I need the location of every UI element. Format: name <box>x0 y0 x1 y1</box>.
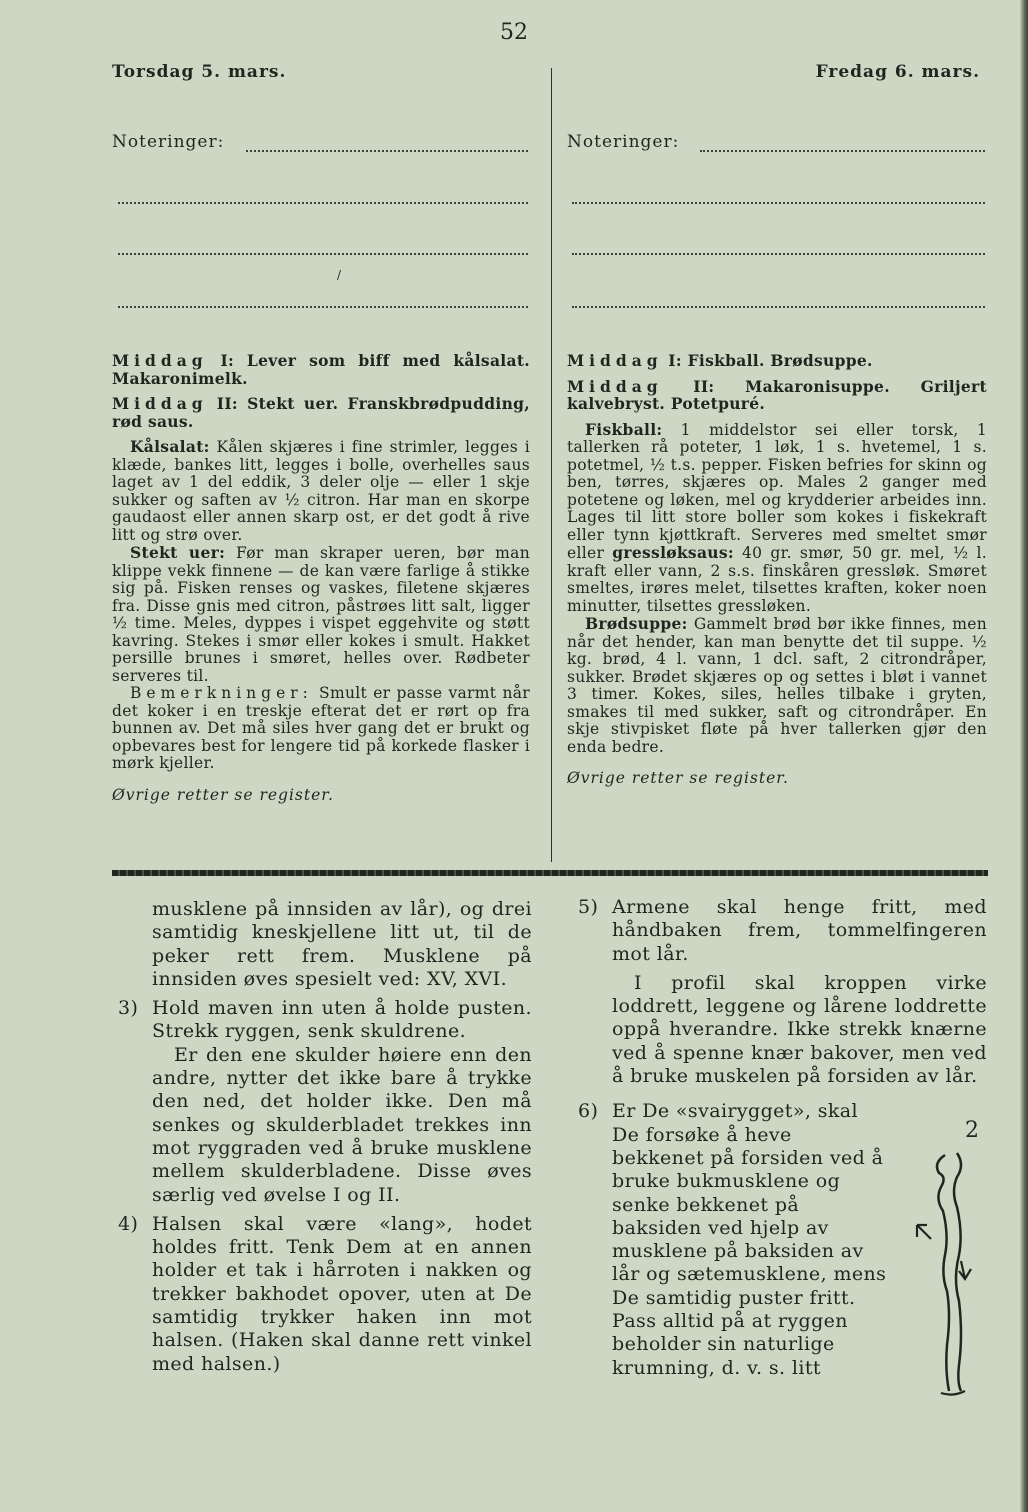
notes-label-right: Noteringer: <box>567 132 680 152</box>
notes-dotline <box>118 202 528 204</box>
exercise-item-5 <box>578 896 987 1088</box>
recipe-remarks <box>112 685 530 773</box>
notes-dotline <box>118 306 528 308</box>
recipe-label: Bemerkninger: <box>130 684 313 702</box>
dinner-1 <box>567 352 987 370</box>
posture-figure-illustration <box>905 1115 995 1400</box>
figure-label: 2 <box>965 1118 979 1143</box>
register-footer-left: Øvrige retter se register. <box>112 785 334 804</box>
page-number: 52 <box>500 20 528 45</box>
figure-foot-line <box>941 1391 965 1395</box>
recipe-fiskball <box>567 421 987 616</box>
recipe-label: Fiskball: <box>585 419 663 439</box>
recipe-label: Kålsalat: <box>130 437 210 456</box>
recipe-sub-text: 40 gr. smør, 50 gr. mel, ½ l. kraft eller vann, 2 s.s. finskåren gressløk. Smøret smeltes, irøres melet, tilsettes kraften, koker noen minutter, tilsettes gressløken. <box>567 544 987 615</box>
item-text: Er De «svairygget», skal De forsøke å heve bekkenet på forsiden ved å bruke bukmusklene og senke bekkenet på baksiden ved hjelp av musklene på baksiden av lår og sætemusklene, mens De samtidig puster fritt. Pass alltid på at ryggen beholder sin naturlige krumning, d. v. s. litt <box>612 1100 887 1379</box>
dinner-label: Middag <box>112 394 208 413</box>
recipe-label: Stekt uer: <box>130 543 226 562</box>
exercise-item-4 <box>118 1212 532 1376</box>
recipe-text: 1 middelstor sei eller torsk, 1 tallerken rå poteter, 1 løk, 1 s. hvetemel, 1 s. potetmel, ½ t.s. pepper. Fisken befries for skinn og ben, tørres, skjæres op. Males 2 ganger med potetene og løken, mel og krydderier arbeides inn. Lages til litt store boller som kokes i fiskekraft eller tynn kjøttkraft. Serveres med smeltet smør eller <box>567 420 987 562</box>
dinner-text: II: Stekt uer. Franskbrødpudding, rød saus. <box>112 394 530 431</box>
recipe-label: Brødsuppe: <box>585 614 688 633</box>
arrow-up-left-icon <box>917 1225 931 1239</box>
figure-back-line <box>937 1155 949 1391</box>
item-number: 3) <box>118 997 139 1020</box>
exercise-continuation: musklene på innsiden av lår), og drei samtidig kneskjellene litt ut, til de peker rett frem. Musklene på innsiden øves spesielt ved: XV, XVI. <box>152 898 532 990</box>
exercise-item-6 <box>578 1100 887 1380</box>
dinner-text: I: Fiskball. Brødsuppe. <box>662 351 873 370</box>
dinner-label: Middag <box>567 376 663 396</box>
notes-dotline <box>572 253 985 255</box>
recipe-stekt-uer <box>112 544 530 685</box>
recipe-kalsalat <box>112 438 530 544</box>
dinner-text: I: Lever som biff med kålsalat. Makaronimelk. <box>112 351 530 388</box>
arrow-down-icon <box>959 1261 971 1279</box>
recipe-column-left <box>112 352 530 812</box>
item-text: Hold maven inn uten å holde pusten. Strekk ryggen, senk skuldrene. <box>152 997 532 1043</box>
exercise-item-3 <box>118 997 532 1207</box>
item-text: Armene skal henge fritt, med håndbaken frem, tommelfingeren mot lår. <box>612 896 987 965</box>
notes-dotline <box>700 150 985 152</box>
recipe-text: Gammelt brød bør ikke finnes, men når det hender, kan man benytte det til suppe. ½ kg. brød, 4 l. vann, 1 dcl. saft, 2 citrondråper, sukker. Brødet skjæres op og settes i bløt i vannet 3 timer. Kokes, siles, helles tilbake i gryten, smakes til med sukker, saft og citrondråper. En skje stivpisket fløte på hver tallerken gjør den enda bedre. <box>567 615 987 756</box>
recipe-brodsuppe <box>567 615 987 756</box>
item-paragraph: I profil skal kroppen virke loddrett, leggene og lårene loddrette oppå hverandre. Ikke strekk knærne ved å spenne knær bakover, men ved å bruke muskelen på forsiden av lår. <box>612 971 987 1088</box>
notes-dotline <box>246 150 528 152</box>
recipe-column-right <box>567 352 987 796</box>
stray-mark: / <box>337 268 342 282</box>
page-edge <box>1020 0 1028 1512</box>
dinner-2 <box>112 395 530 430</box>
dinner-2 <box>567 378 987 413</box>
register-footer-right: Øvrige retter se register. <box>567 769 789 787</box>
recipe-text: Kålen skjæres i fine strimler, legges i klæde, bankes litt, legges i bolle, overhelles saus laget av 1 del eddik, 3 deler olje — eller 1 skje sukker og saften av ½ citron. Har man en skorpe gaudaost eller annen skarp ost, er det godt å rive litt og strø over. <box>112 438 530 544</box>
column-divider <box>551 68 552 862</box>
dinner-label: Middag <box>567 351 663 370</box>
recipe-sub-label: gressløksaus: <box>612 543 734 562</box>
day-heading-left: Torsdag 5. mars. <box>112 62 287 82</box>
dinner-label: Middag <box>112 351 208 370</box>
notes-dotline <box>572 306 985 308</box>
item-text: Halsen skal være «lang», hodet holdes fritt. Tenk Dem at en annen holder et tak i hårroten i nakken og trekker bakhodet opover, uten at De samtidig trykker haken inn mot halsen. (Haken skal danne rett vinkel med halsen.) <box>152 1212 532 1375</box>
notes-dotline <box>118 253 528 255</box>
section-separator <box>112 870 988 876</box>
dinner-text: II: Makaronisuppe. Griljert kalvebryst. Potetpuré. <box>567 376 987 413</box>
recipe-text: Smult er passe varmt når det koker i en treskje efterat det er rørt op fra bunnen av. Det må siles hver gang det er brukt og opbevares best for lengere tid på korkede flasker i mørk kjeller. <box>112 684 530 772</box>
item-number: 5) <box>578 896 599 918</box>
dinner-1 <box>112 352 530 387</box>
exercise-text-left <box>118 898 532 1376</box>
item-paragraph: Er den ene skulder høiere enn den andre, nytter det ikke bare å trykke den ned, det holder ikke. Den må senkes og skulderbladet trekkes inn mot ryggraden ved å bruke musklene mellem skulderbladene. Disse øves særlig ved øvelse I og II. <box>152 1043 532 1206</box>
notes-dotline <box>572 202 985 204</box>
notes-label-left: Noteringer: <box>112 132 225 152</box>
recipe-text: Før man skraper ueren, bør man klippe vekk finnene — de kan være farlige å stikke sig på. Fisken renses og vaskes, filetene skjæres fra. Disse gnis med citron, påstrøes litt salt, ligger ½ time. Meles, dyppes i vispet eggehvite og støtt kavring. Stekes i smør eller kokes i smult. Hakket persille brunes i smøret, helles over. Rødbeter serveres til. <box>112 544 531 685</box>
item-number: 4) <box>118 1212 139 1235</box>
item-number: 6) <box>578 1100 599 1123</box>
day-heading-right: Fredag 6. mars. <box>815 62 980 82</box>
